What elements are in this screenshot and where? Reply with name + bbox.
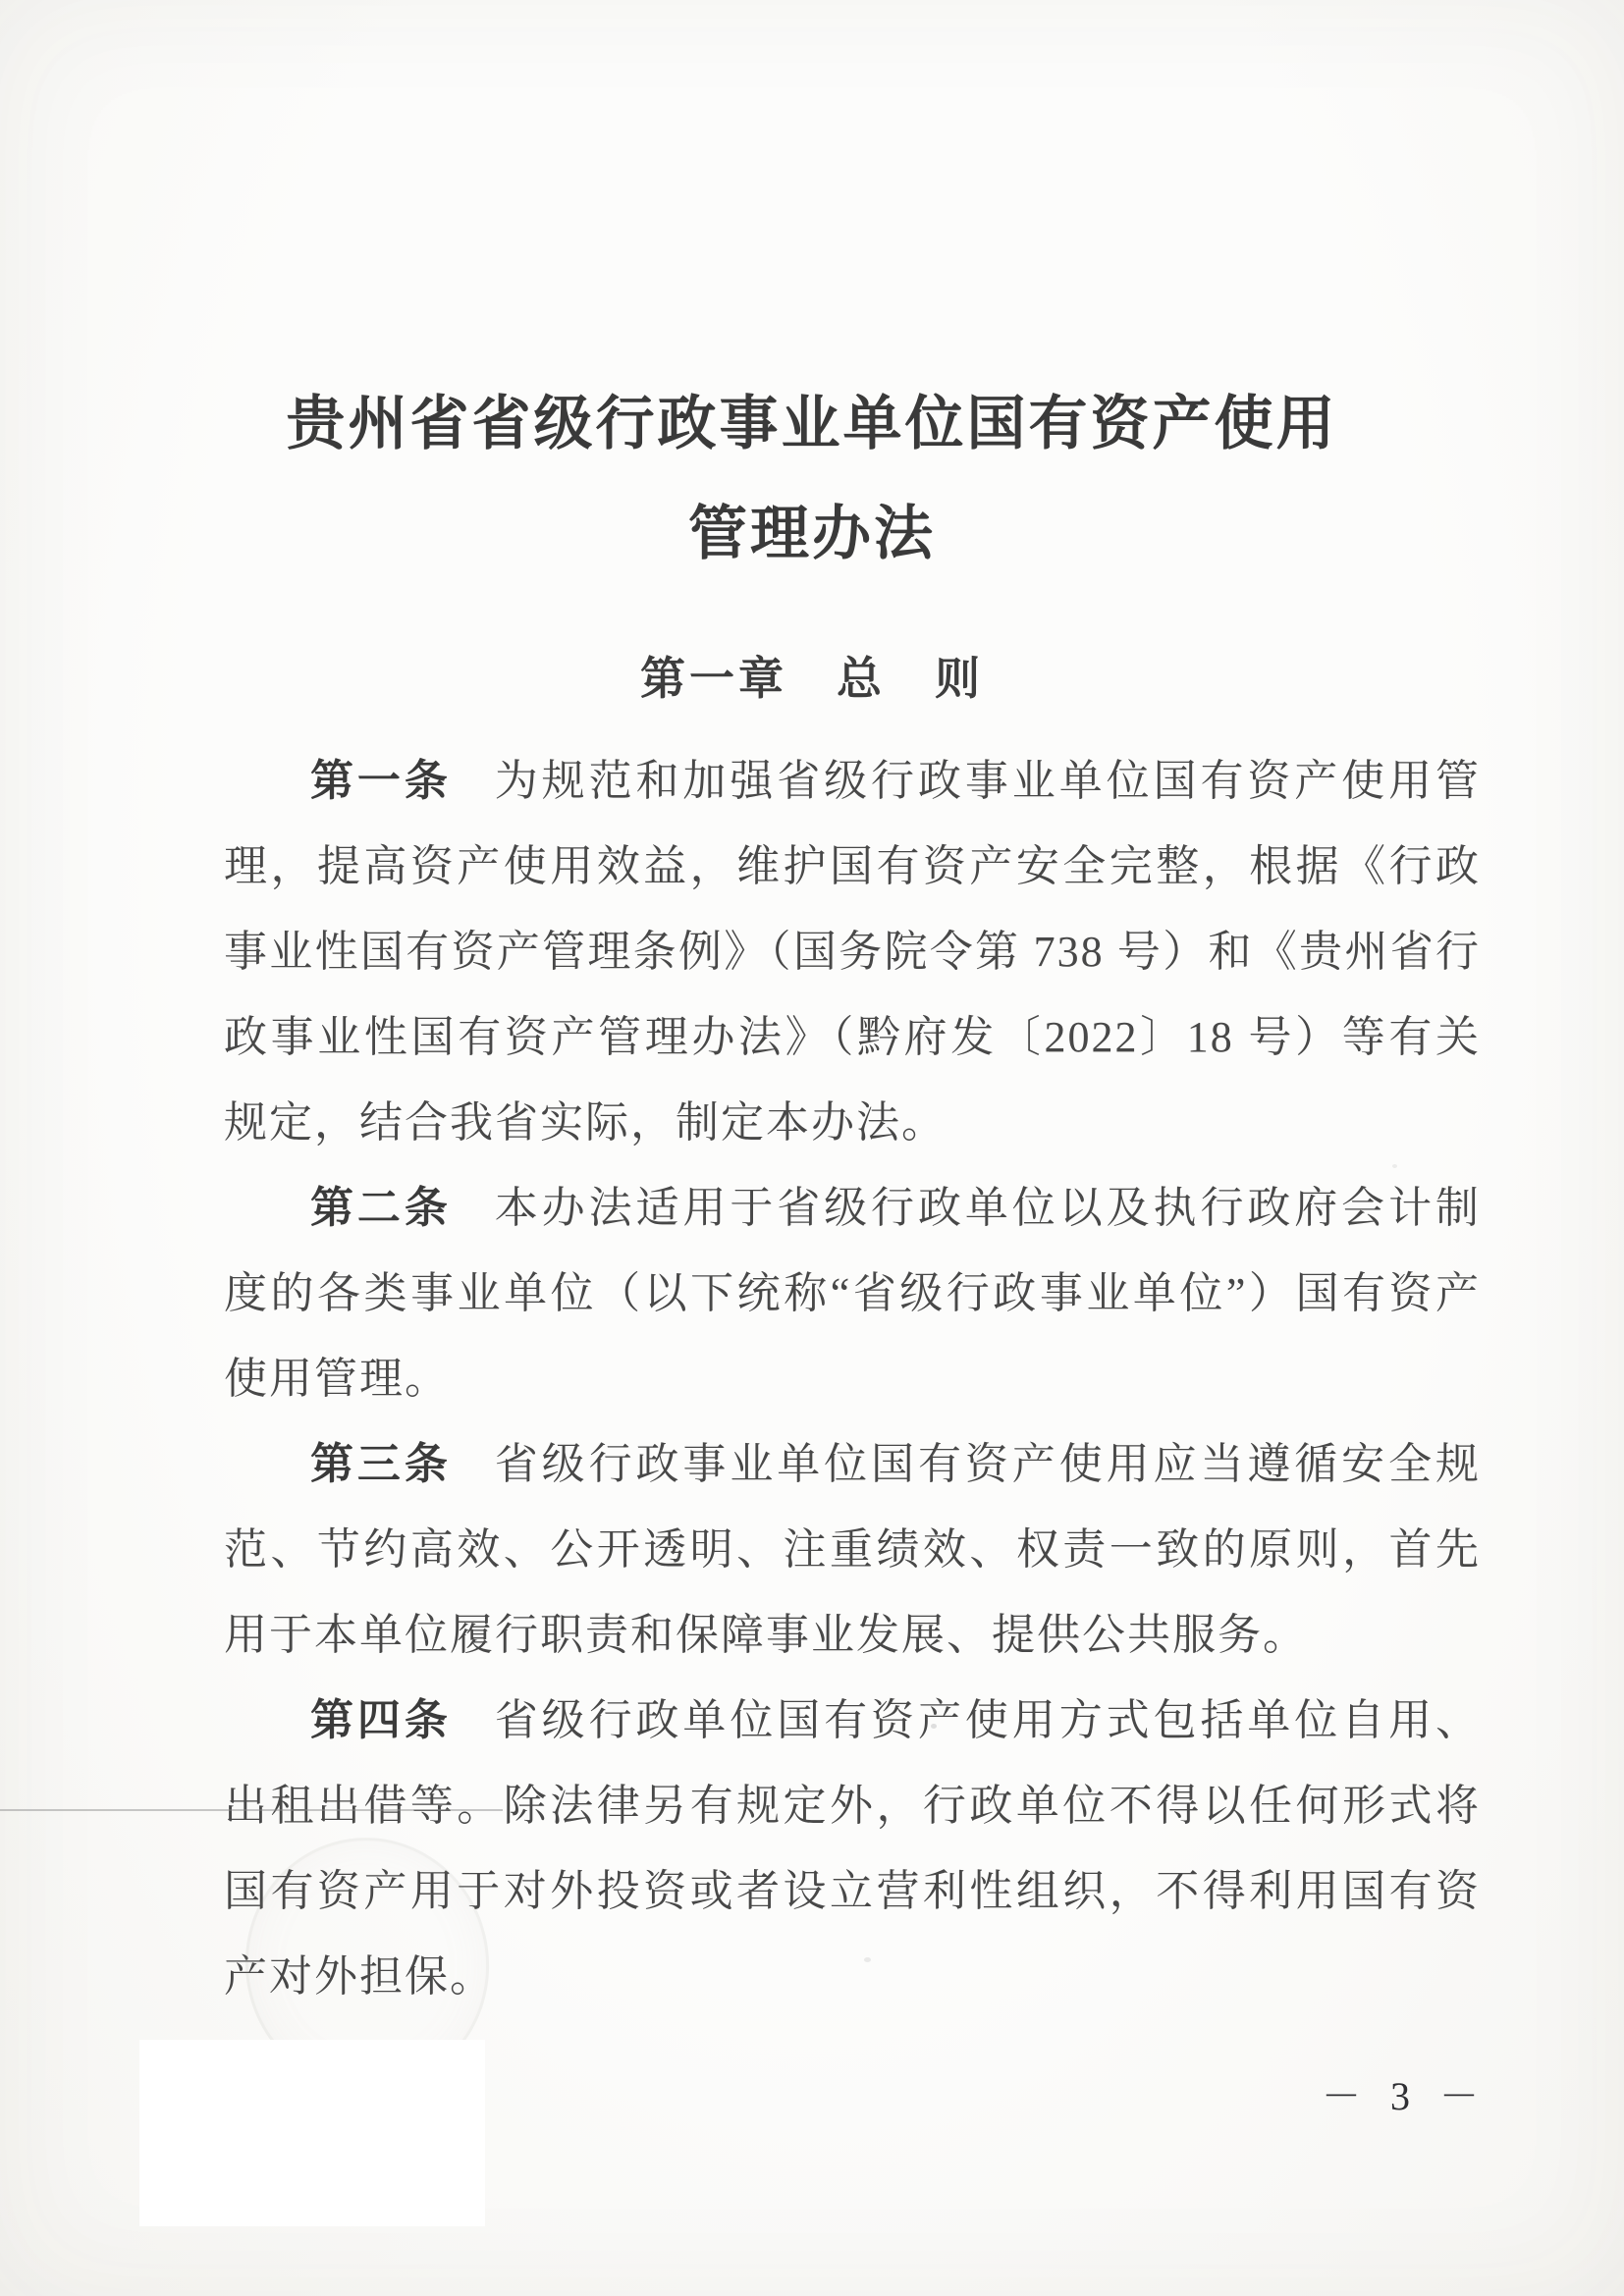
scan-speckle — [931, 1724, 937, 1729]
article-1-text: 为规范和加强省级行政事业单位国有资产使用管理，提高资产使用效益，维护国有资产安全完整，根据《行政事业性国有资产管理条例》（国务院令第 738 号）和《贵州省行政事业性国有资产管理办法》（黔府发〔2022〕18 号）等有关规定，结合我省实际，制定本办法。 — [224, 757, 1482, 1147]
document-title-line1: 贵州省省级行政事业单位国有资产使用 — [286, 392, 1338, 456]
article-1-label: 第一条 — [310, 757, 452, 805]
chapter-heading: 第一章 总 则 — [640, 654, 984, 704]
article-3 — [224, 1421, 1481, 1678]
article-4-label: 第四条 — [310, 1696, 452, 1744]
article-2-label: 第二条 — [310, 1184, 452, 1232]
document-title-line2: 管理办法 — [688, 502, 936, 566]
document-title — [0, 369, 1624, 589]
scan-fold-line-artifact — [0, 1809, 503, 1811]
scan-speckle — [864, 1957, 871, 1962]
scan-speckle — [1392, 1164, 1397, 1168]
scan-white-patch-artifact — [139, 2040, 485, 2226]
article-4-text: 省级行政单位国有资产使用方式包括单位自用、出租出借等。除法律另有规定外，行政单位不得以任何形式将国有资产用于对外投资或者设立营利性组织，不得利用国有资产对外担保。 — [224, 1696, 1482, 2001]
scan-speckle — [1033, 1870, 1038, 1875]
article-1 — [224, 738, 1481, 1165]
articles-body — [224, 738, 1481, 2019]
page-number: － 3 － — [1322, 2074, 1489, 2118]
article-3-label: 第三条 — [310, 1440, 452, 1488]
article-3-text: 省级行政事业单位国有资产使用应当遵循安全规范、节约高效、公开透明、注重绩效、权责一致的原则，首先用于本单位履行职责和保障事业发展、提供公共服务。 — [224, 1440, 1482, 1659]
article-2-text: 本办法适用于省级行政单位以及执行政府会计制度的各类事业单位（以下统称“省级行政事业单位”）国有资产使用管理。 — [224, 1184, 1482, 1403]
article-2 — [224, 1165, 1481, 1421]
